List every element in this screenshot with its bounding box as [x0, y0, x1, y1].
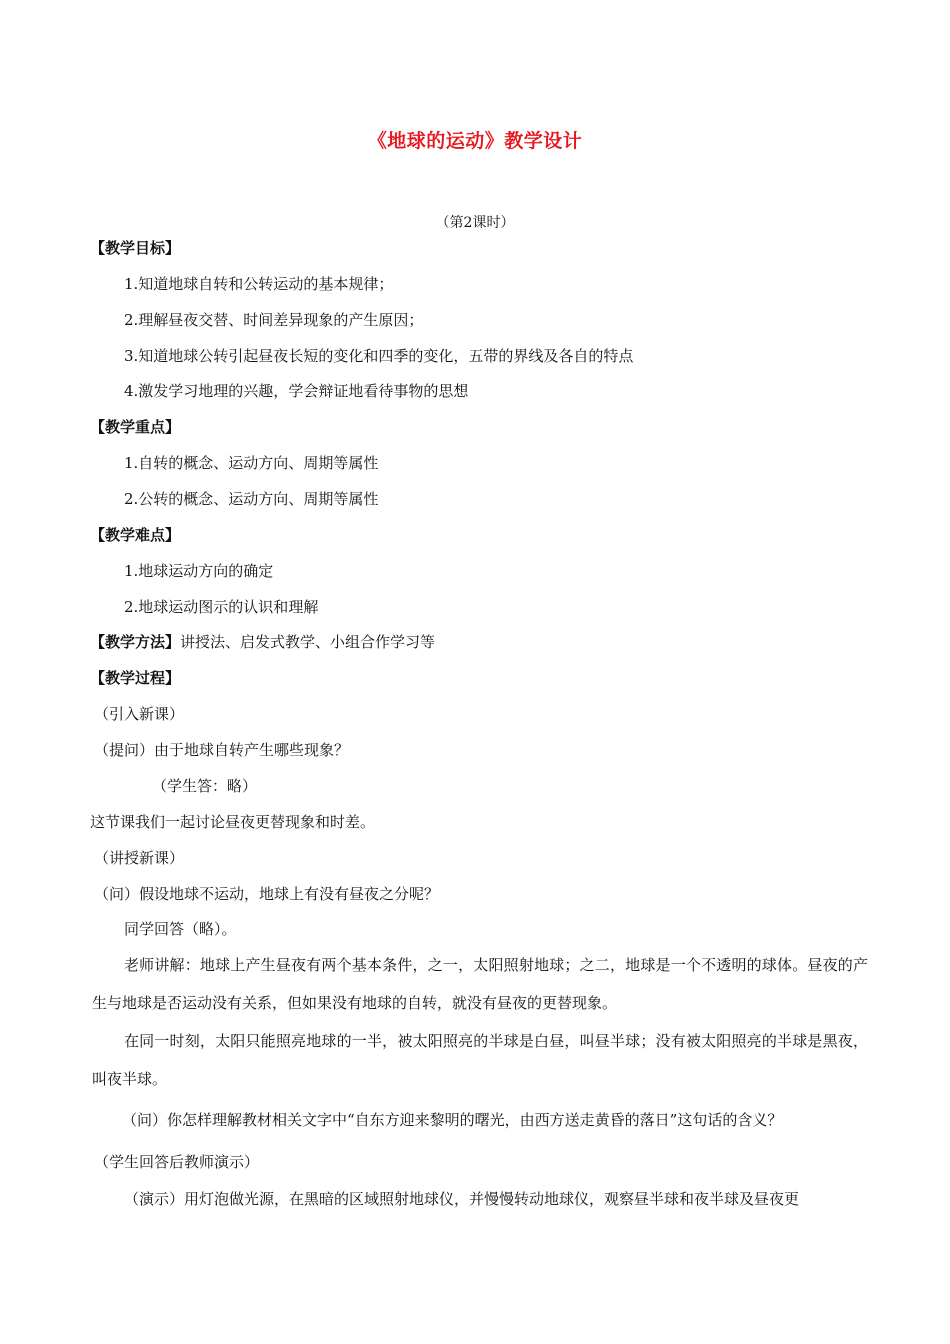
question-1: （提问）由于地球自转产生哪些现象？	[94, 741, 350, 759]
lesson-period: （第2课时）	[435, 215, 515, 231]
intro-label: （引入新课）	[94, 705, 185, 723]
process-heading: 【教学过程】	[90, 669, 181, 687]
difficulties-heading: 【教学难点】	[90, 526, 181, 544]
goal-item: 3.知道地球公转引起昼夜长短的变化和四季的变化，五带的界线及各自的特点	[124, 347, 634, 365]
goal-item: 4.激发学习地理的兴趣，学会辩证地看待事物的思想	[124, 382, 469, 400]
goal-item: 1.知道地球自转和公转运动的基本规律；	[124, 275, 394, 293]
keypoint-item: 2.公转的概念、运动方向、周期等属性	[124, 490, 379, 508]
new-lesson-label: （讲授新课）	[94, 849, 185, 867]
question-3: （问）你怎样理解教材相关文字中“自东方迎来黎明的曙光，由西方送走黄昏的落日”这句话的含义？	[122, 1111, 783, 1129]
goals-heading: 【教学目标】	[90, 239, 181, 257]
methods-heading: 【教学方法】	[90, 633, 181, 651]
teacher-explanation: 老师讲解：地球上产生昼夜有两个基本条件，之一，太阳照射地球；之二，地球是一个不透明的球体。昼夜的产生与地球是否运动没有关系，但如果没有地球的自转，就没有昼夜的更替现象。	[92, 956, 868, 1012]
keypoints-heading: 【教学重点】	[90, 418, 181, 436]
answer-1: （学生答：略）	[152, 777, 258, 795]
answer-2: 同学回答（略）。	[124, 920, 237, 938]
transition-text: 这节课我们一起讨论昼夜更替现象和时差。	[90, 813, 376, 831]
keypoint-item: 1.自转的概念、运动方向、周期等属性	[124, 454, 379, 472]
document-title: 《地球的运动》教学设计	[367, 130, 583, 152]
same-moment-paragraph: 在同一时刻，太阳只能照亮地球的一半，被太阳照亮的半球是白昼，叫昼半球；没有被太阳照亮的半球是黑夜，叫夜半球。	[92, 1032, 868, 1088]
methods-line	[90, 632, 435, 652]
demo-text: （演示）用灯泡做光源，在黑暗的区域照射地球仪，并慢慢转动地球仪，观察昼半球和夜半球及昼夜更	[124, 1190, 800, 1208]
question-2: （问）假设地球不运动，地球上有没有昼夜之分呢？	[94, 885, 440, 903]
goal-item: 2.理解昼夜交替、时间差异现象的产生原因；	[124, 311, 424, 329]
demo-label: （学生回答后教师演示）	[94, 1153, 260, 1171]
methods-text: 讲授法、启发式教学、小组合作学习等	[180, 633, 436, 651]
difficulty-item: 1.地球运动方向的确定	[124, 562, 274, 580]
difficulty-item: 2.地球运动图示的认识和理解	[124, 598, 319, 616]
